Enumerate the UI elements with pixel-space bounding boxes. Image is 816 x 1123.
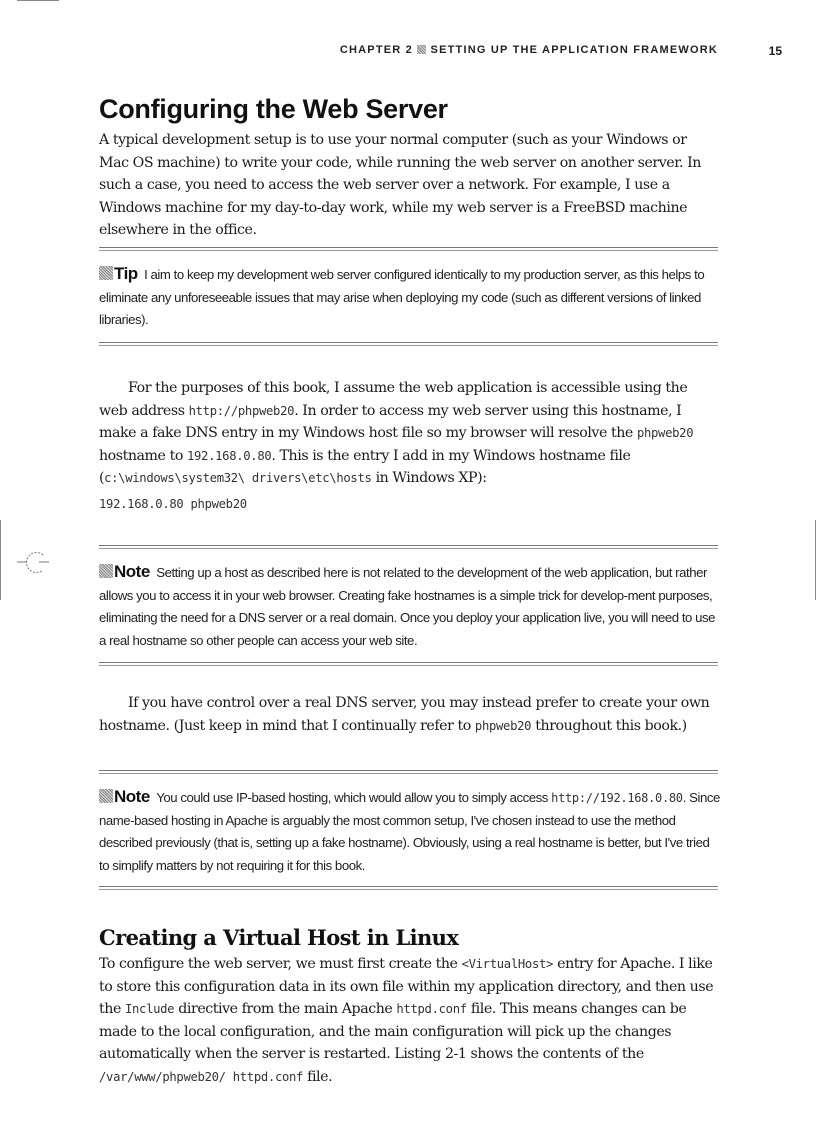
note-box-1 <box>99 561 721 652</box>
rule-tip-top <box>99 247 718 251</box>
chapter-label: CHAPTER 2 <box>339 44 414 56</box>
rule-tip-bottom <box>99 342 718 346</box>
tip-label: Tip <box>114 264 138 283</box>
section-configuring <box>99 94 719 242</box>
code-include: Include <box>124 1002 175 1016</box>
section-title: Configuring the Web Server <box>99 94 448 124</box>
note-square-icon <box>99 564 113 578</box>
hosts-paragraph: For the purposes of this book, I assume the web application is accessible using the web address http://phpweb20. In order to access my web server using this hostname, I make a fake DNS entry in my Windows host file so my browser will resolve the phpweb20 hostname to 192.168.0.80. This is the entry I add in my Windows hostname file (c:\windows\system32\ drivers\etc\hosts in Windows XP): <box>99 380 694 486</box>
rule-note2-bottom <box>99 886 718 890</box>
virtual-host-paragraph: To configure the web server, we must first create the <VirtualHost> entry for Apache. I like to store this configuration data in its own file within my application directory, and then use the Include directive from the main Apache httpd.conf file. This means changes can be made to the local configuration, and the main configuration will pick up the changes automatically when the server is restarted. Listing 2-1 shows the contents of the /var/www/phpweb20/ httpd.conf file. <box>99 956 714 1085</box>
code-httpd-conf: httpd.conf <box>396 1002 467 1016</box>
note-box-2: Note You could use IP-based hosting, which would allow you to simply access http://192.168.0.80. Since name-based hosting in Apache is arguably the most common setup, I've chosen instead to use the method described previously (that is, setting up a fake hostname). Obviously, using a real hostname is better, but I've tried to simplify matters by not requiring it for this book. <box>99 787 720 873</box>
tip-box <box>99 263 721 332</box>
code-hostname: phpweb20 <box>474 718 532 733</box>
note-square-icon <box>99 789 113 803</box>
section-virtual-host <box>99 925 719 1088</box>
registration-mark-icon <box>17 549 49 577</box>
dns-paragraph: If you have control over a real DNS server, you may instead prefer to create your own hostname. (Just keep in mind that I continually refer to phpweb20 throughout this book.) <box>99 695 710 734</box>
note-label: Note <box>114 787 150 806</box>
note-text: Setting up a host as described here is not related to the development of the web application, but rather allows you to access it in your web browser. Creating fake hostnames is a simple trick for develop-ment purposes, eliminating the need for a DNS server or a real domain. Once you deploy your application live, you will need to use a real hostname so other people can access your web site. <box>99 565 716 648</box>
code-ip: 192.168.0.80 <box>186 448 272 463</box>
section-label: SETTING UP THE APPLICATION FRAMEWORK <box>430 44 718 56</box>
code-virtualhost: <VirtualHost> <box>461 957 554 971</box>
crop-mark-top <box>17 0 59 1</box>
code-url: http://phpweb20 <box>188 403 295 418</box>
rule-note2-top <box>99 770 718 774</box>
rule-note1-top <box>99 545 718 549</box>
code-hosts-path: c:\windows\system32\ drivers\etc\hosts <box>104 471 372 485</box>
note-label: Note <box>114 562 150 581</box>
hosts-paragraph-block <box>99 377 719 511</box>
separator-square-icon <box>417 45 426 54</box>
subsection-title: Creating a Virtual Host in Linux <box>99 925 459 950</box>
tip-text: I aim to keep my development web server configured identically to my production server, as this helps to eliminate any unforeseeable issues that may arise when deploying my code (such as different versions of linked libraries). <box>99 267 705 327</box>
code-conf-path: /var/www/phpweb20/ httpd.conf <box>99 1069 304 1084</box>
code-hostname: phpweb20 <box>636 426 694 440</box>
dns-paragraph-block <box>99 692 719 737</box>
running-head <box>0 44 718 56</box>
rule-note1-bottom <box>99 662 718 666</box>
intro-paragraph: A typical development setup is to use your normal computer (such as your Windows or Mac OS machine) to write your code, while running the web server on another server. In such a case, you need to access the web server over a network. For example, I use a Windows machine for my day-to-day work, while my web server is a FreeBSD machine elsewhere in the office. <box>99 132 701 238</box>
page-number: 15 <box>768 44 782 58</box>
hosts-entry: 192.168.0.80 phpweb20 <box>99 496 247 511</box>
tip-square-icon <box>99 266 113 280</box>
crop-mark-left <box>0 520 1 600</box>
code-ip-url: http://192.168.0.80 <box>551 791 683 805</box>
